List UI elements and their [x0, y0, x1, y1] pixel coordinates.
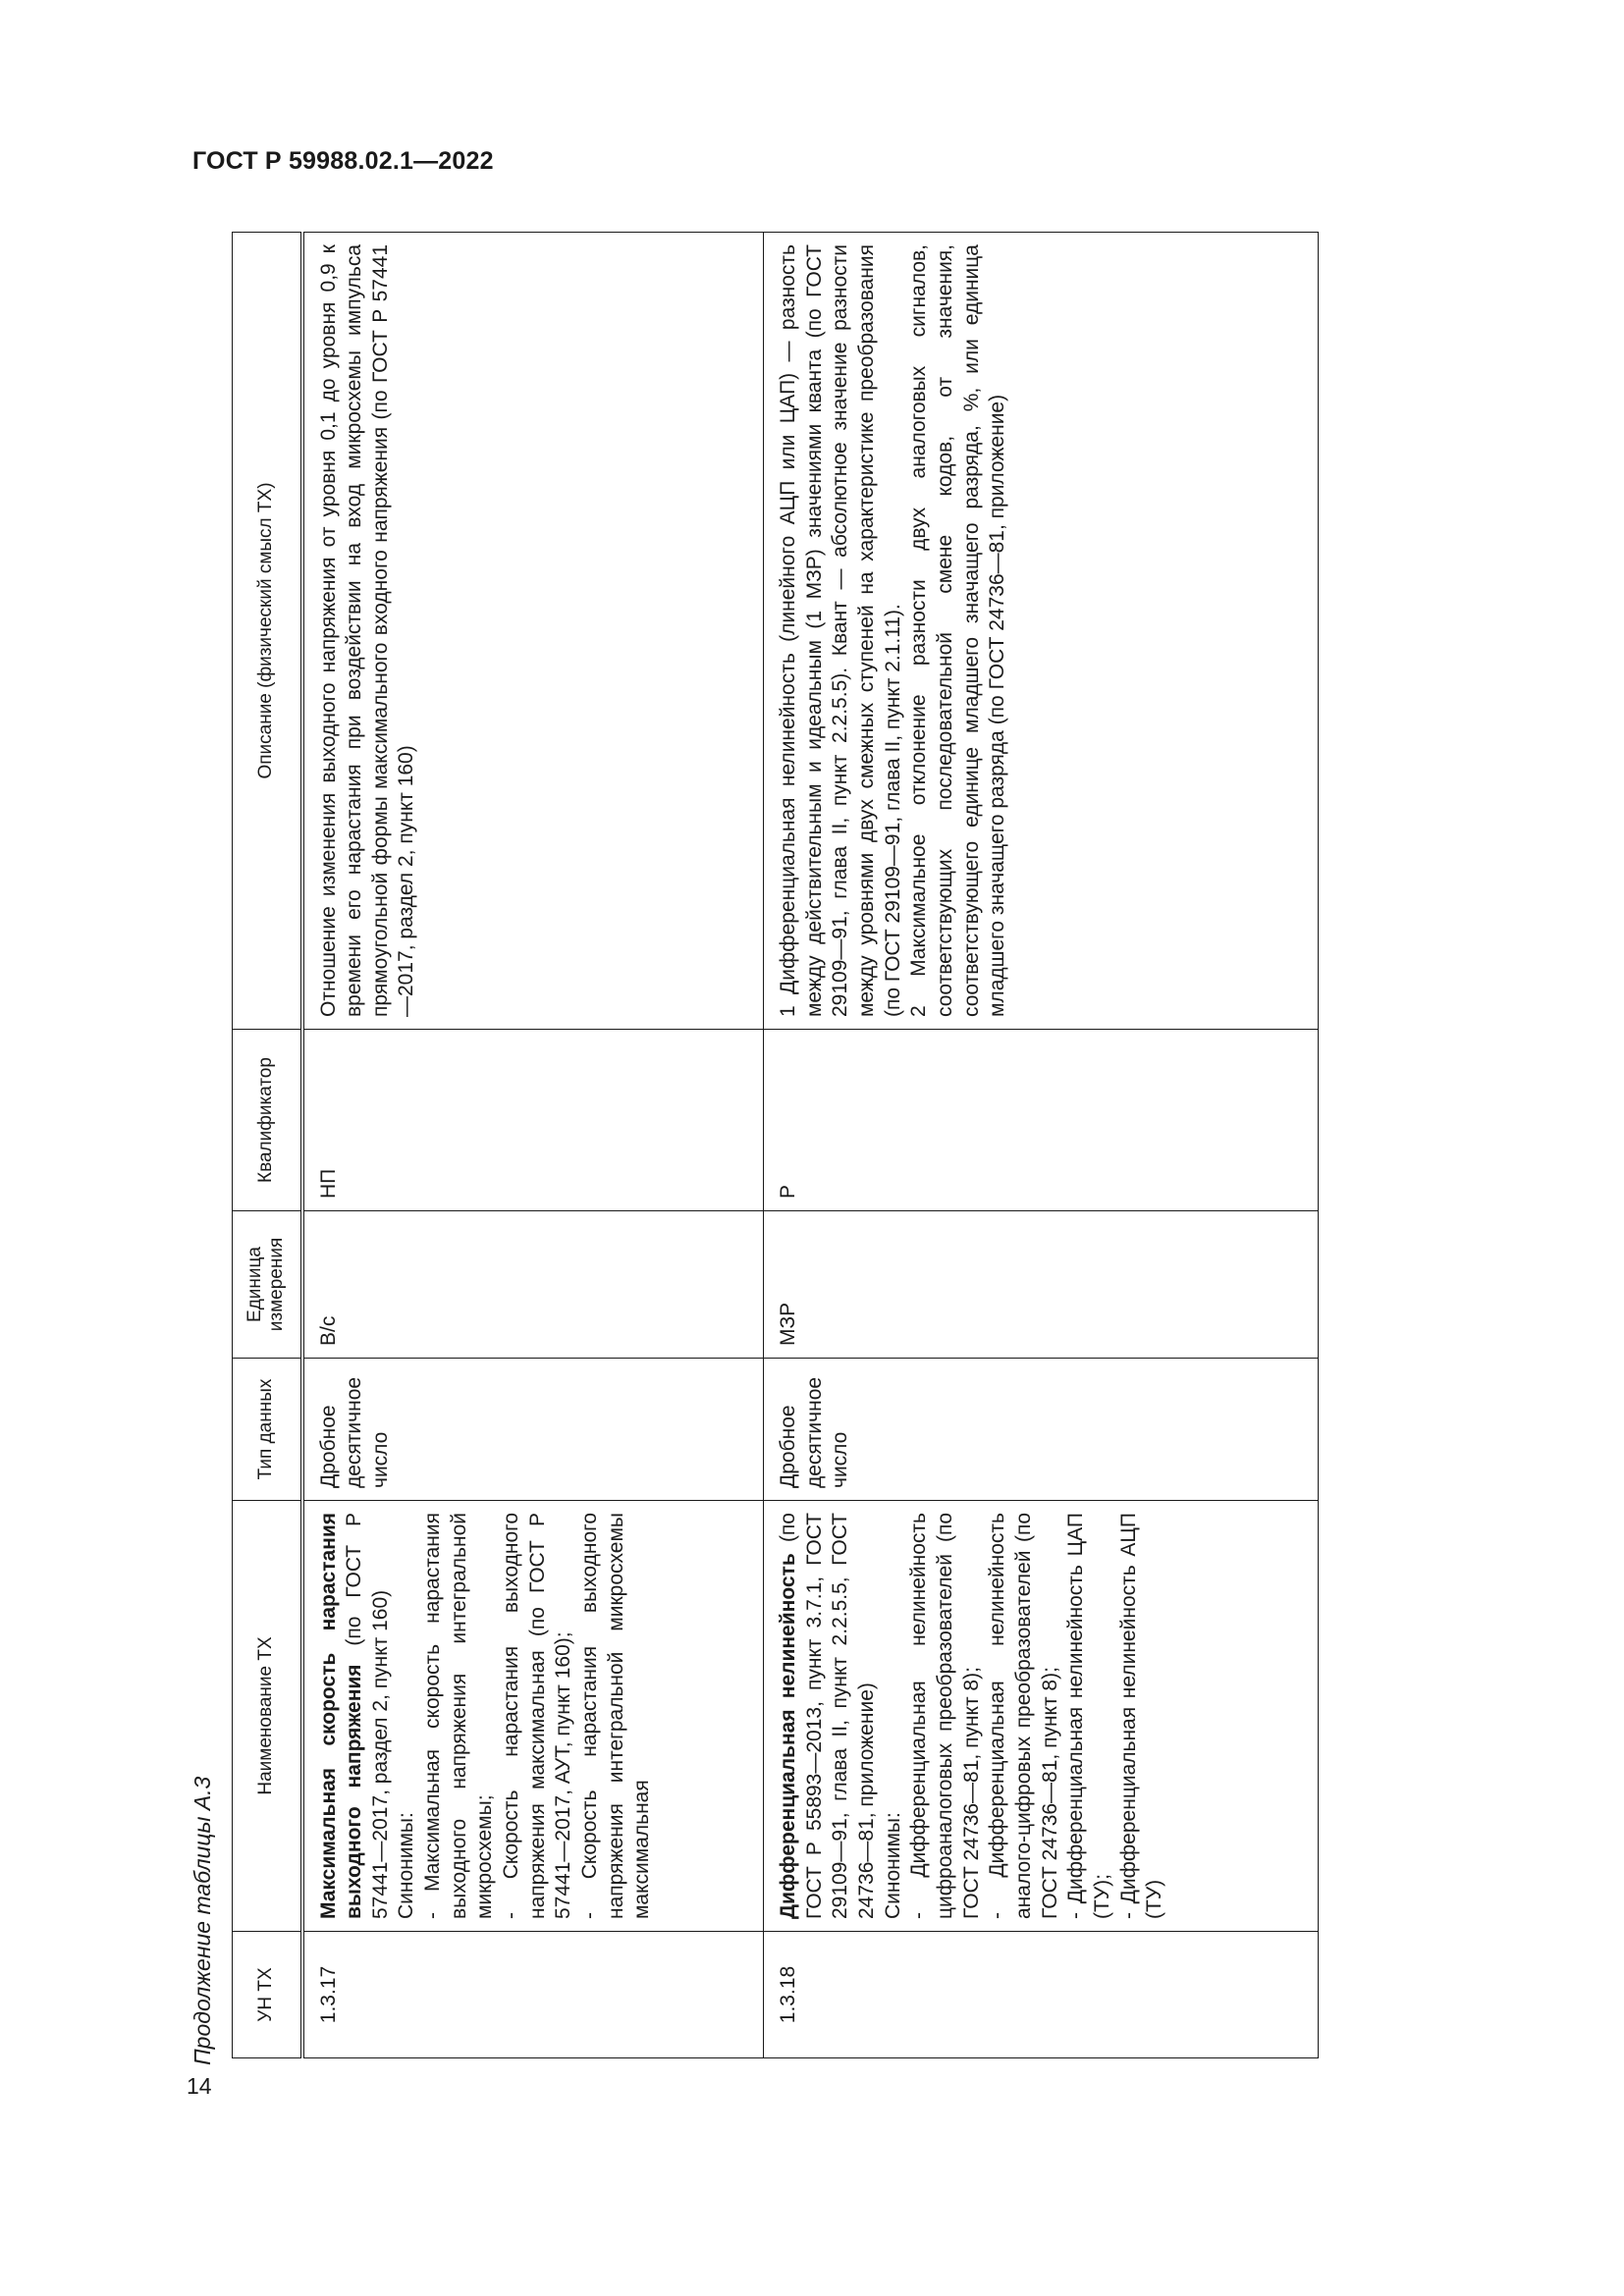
cell-description — [764, 233, 1319, 1030]
synonym-item: - Скорость нарастания выходного напряжения максимальная (по ГОСТ Р 57441—2017, АУТ, пункт 160); — [500, 1513, 575, 1919]
cell-description — [302, 233, 764, 1030]
cell-qualifier: Р — [764, 1030, 1319, 1211]
col-header-type: Тип данных — [233, 1359, 302, 1501]
cell-type: Дробное десятичное число — [764, 1359, 1319, 1501]
col-header-qualifier: Квалификатор — [233, 1030, 302, 1211]
table-row — [302, 233, 764, 2058]
synonym-item: - Дифференциальная нелинейность АЦП (ТУ) — [1116, 1513, 1166, 1919]
document-header: ГОСТ Р 59988.02.1—2022 — [192, 147, 494, 175]
synonym-item: - Максимальная скорость нарастания выходного напряжения интегральной микросхемы; — [421, 1513, 497, 1919]
cell-unit: В/с — [302, 1211, 764, 1359]
cell-num: 1.3.17 — [302, 1932, 764, 2058]
synonym-item: - Дифференциальная нелинейность цифроаналоговых преобразователей (по ГОСТ 24736—81, пункт 8); — [907, 1513, 983, 1919]
col-header-unit: Единица измерения — [233, 1211, 302, 1359]
synonym-item: - Скорость нарастания выходного напряжения интегральной микросхемы максимальная — [578, 1513, 654, 1919]
cell-qualifier: НП — [302, 1030, 764, 1211]
col-header-description: Описание (физический смысл ТХ) — [233, 233, 302, 1030]
synonym-item: - Дифференциальная нелинейность ЦАП (ТУ); — [1064, 1513, 1113, 1919]
cell-num: 1.3.18 — [764, 1932, 1319, 2058]
page-number: 14 — [187, 2073, 212, 2099]
cell-type: Дробное десятичное число — [302, 1359, 764, 1501]
table-header-row — [233, 233, 302, 2058]
col-header-num: УН ТХ — [233, 1932, 302, 2058]
table-caption: Продолжение таблицы А.3 — [189, 1776, 215, 2065]
synonyms-label: Синонимы: — [395, 1812, 418, 1919]
synonym-item: - Дифференциальная нелинейность аналого-цифровых преобразователей (по ГОСТ 24736—81, пункт 8); — [986, 1513, 1061, 1919]
synonyms-label: Синонимы: — [881, 1812, 904, 1919]
cell-name — [764, 1501, 1319, 1932]
term-reference: (по ГОСТ Р 55893—2013, пункт 3.7.1, ГОСТ 29109—91, глава II, пункт 2.2.5.5, ГОСТ 24736—81, приложение) — [777, 1513, 878, 1919]
characteristics-table — [232, 232, 1319, 2058]
description-paragraph: 2 Максимальное отклонение разности двух аналоговых сигналов, соответствующих последовательной смене кодов, от значения, соответствующего единице младшего значащего разряда, %, или единица младшего значащего разряда (по ГОСТ 24736—81, приложение) — [907, 244, 1009, 1017]
table-container — [232, 233, 1318, 2058]
col-header-name: Наименование ТХ — [233, 1501, 302, 1932]
table-row — [764, 233, 1319, 2058]
term-name: Дифференциальная нелинейность — [777, 1553, 799, 1919]
term-reference: (по ГОСТ Р 57441—2017, раздел 2, пункт 160) — [343, 1513, 392, 1919]
description-paragraph: 1 Дифференциальная нелинейность (линейного АЦП или ЦАП) — разность между действительным и идеальным (1 МЗР) значениями кванта (по ГОСТ 29109—91, глава II, пункт 2.2.5.5). Квант — абсолютное значение разности между уровнями двух смежных ступеней на характеристике преобразования (по ГОСТ 29109—91, глава II, пункт 2.1.11). — [777, 244, 904, 1017]
term-name: Максимальная скорость нарастания выходного напряжения — [316, 1513, 366, 1919]
description-paragraph: Отношение изменения выходного напряжения от уровня 0,1 до уровня 0,9 к времени его нарастания при воздействии на вход микросхемы импульса прямоугольной формы максимального входного напряжения (по ГОСТ Р 57441—2017, раздел 2, пункт 160) — [316, 244, 418, 1017]
cell-unit: МЗР — [764, 1211, 1319, 1359]
cell-name — [302, 1501, 764, 1932]
